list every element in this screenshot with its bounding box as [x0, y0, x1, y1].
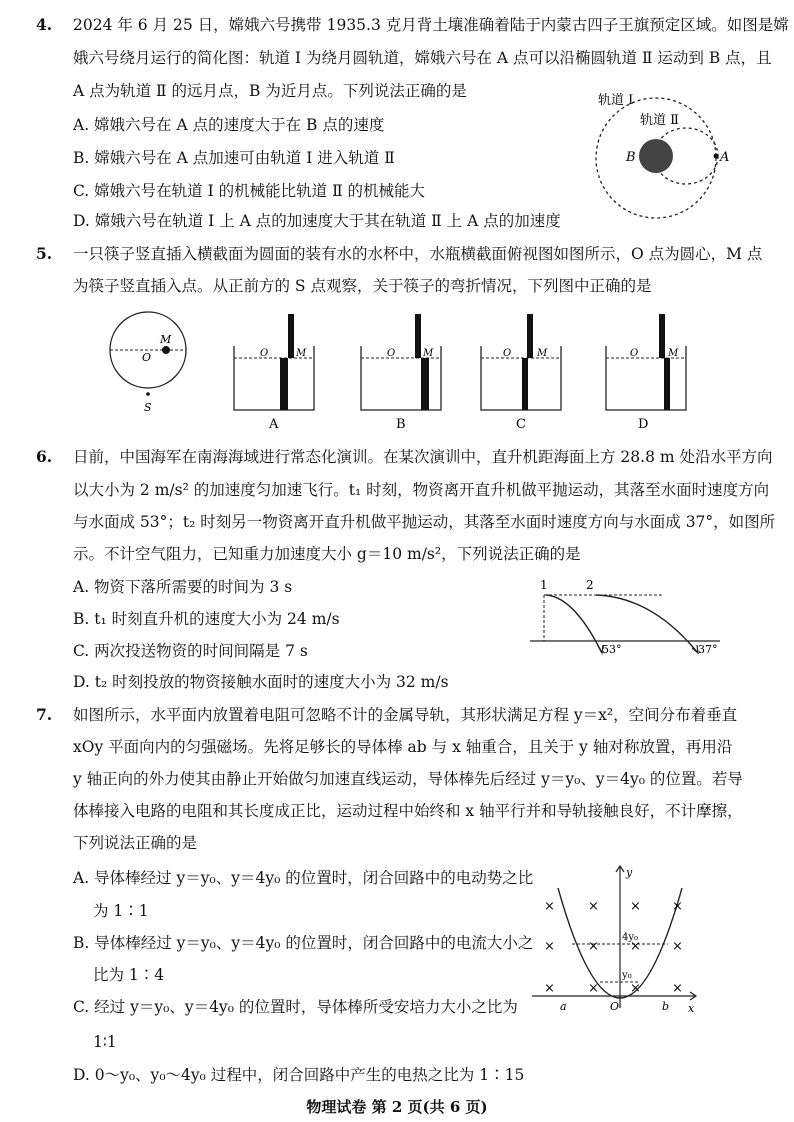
q6-stem-line-1: 日前，中国海军在南海海域进行常态化演训。在某次演训中，直升机距海面上方 28.8 m 处沿水平方向	[73, 448, 773, 466]
point-2-label: 2	[586, 578, 594, 592]
svg-text:M: M	[423, 348, 434, 359]
q4-option-c: C. 嫦娥六号在轨道 Ⅰ 的机械能比轨道 Ⅱ 的机械能大	[73, 182, 426, 200]
q4-number: 4.	[36, 15, 53, 34]
svg-text:×: ×	[588, 899, 599, 914]
svg-text:×: ×	[630, 899, 641, 914]
q5-top-view-figure	[100, 305, 200, 420]
q5-number: 5.	[36, 244, 53, 263]
q7-number: 7.	[36, 705, 53, 724]
svg-text:×: ×	[544, 899, 555, 914]
svg-text:M: M	[668, 348, 679, 359]
q7-stem-line-4: 体棒接入电路的电阻和其长度成正比，运动过程中始终和 x 轴平行并和导轨接触良好，不计摩擦，	[73, 802, 743, 820]
svg-text:O: O	[260, 348, 269, 359]
q7-stem-line-2: xOy 平面向内的匀强磁场。先将足够长的导体棒 ab 与 x 轴重合，且关于 y 轴对称放置，再用沿	[73, 738, 733, 756]
svg-text:M: M	[296, 348, 307, 359]
svg-text:×: ×	[672, 899, 683, 914]
origin-label: O	[610, 1000, 620, 1013]
q6-stem-line-4: 示。不计空气阻力，已知重力加速度大小 g＝10 m/s²，下列说法正确的是	[73, 545, 581, 563]
point-m-label: M	[160, 333, 172, 346]
svg-text:×: ×	[544, 939, 555, 954]
orbit-1-label: 轨道 Ⅰ	[598, 93, 634, 108]
q7-option-d: D. 0～y₀、y₀～4y₀ 过程中，闭合回路中产生的电热之比为 1∶15	[73, 1066, 525, 1084]
svg-text:×: ×	[630, 981, 641, 996]
point-a-label: A	[720, 150, 730, 165]
q6-stem-line-3: 与水面成 53°；t₂ 时刻另一物资离开直升机做平抛运动，其落至水面时速度方向与水面成 37°，如图所	[73, 513, 776, 531]
point-s-dot	[146, 392, 150, 396]
q5-choice-d-figure	[600, 312, 700, 432]
svg-text:O: O	[630, 348, 639, 359]
page-footer: 物理试卷 第 2 页(共 6 页)	[306, 1098, 488, 1116]
y0-label: y₀	[622, 970, 632, 981]
q6-option-c: C. 两次投送物资的时间间隔是 7 s	[73, 642, 308, 660]
svg-text:O: O	[387, 348, 396, 359]
svg-text:M: M	[537, 348, 548, 359]
q6-option-b: B. t₁ 时刻直升机的速度大小为 24 m/s	[73, 610, 340, 628]
svg-text:×: ×	[588, 981, 599, 996]
q5-choice-c-figure	[475, 312, 575, 432]
q7-stem-line-3: y 轴正向的外力使其由静止开始做匀加速直线运动，导体棒先后经过 y＝y₀、y＝4y₀ 的位置。若导	[73, 770, 743, 788]
choice-b-label: B	[396, 417, 406, 432]
svg-text:×: ×	[544, 981, 555, 996]
point-o-label: O	[142, 351, 152, 364]
svg-text:×: ×	[672, 939, 683, 954]
point-m-dot	[162, 346, 170, 354]
angle-53-label: 53°	[602, 643, 622, 656]
q5-stem-line-2: 为筷子竖直插入点。从正前方的 S 点观察，关于筷子的弯折情况，下列图中正确的是	[73, 277, 652, 295]
q4-stem-line-2: 娥六号绕月运行的简化图：轨道 Ⅰ 为绕月圆轨道，嫦娥六号在 A 点可以沿椭圆轨道 Ⅱ 运动到 B 点，且	[73, 49, 772, 67]
end-b-label: b	[662, 1000, 670, 1013]
q4-option-d: D. 嫦娥六号在轨道 Ⅰ 上 A 点的加速度大于其在轨道 Ⅱ 上 A 点的加速度	[73, 212, 561, 230]
trajectory-1	[546, 595, 602, 653]
svg-text:×: ×	[630, 939, 641, 954]
q6-option-a: A. 物资下落所需要的时间为 3 s	[73, 578, 293, 596]
y-axis-label: y	[626, 866, 633, 879]
q7-option-b-cont: 比为 1∶4	[93, 966, 165, 984]
q6-option-d: D. t₂ 时刻投放的物资接触水面时的速度大小为 32 m/s	[73, 673, 449, 691]
q7-stem-line-1: 如图所示，水平面内放置着电阻可忽略不计的金属导轨，其形状满足方程 y＝x²，空间分布着垂直	[73, 706, 738, 724]
x-axis-label: x	[688, 1002, 695, 1015]
q6-trajectory-figure	[530, 575, 725, 660]
choice-a-label: A	[269, 417, 279, 432]
choice-d-label: D	[638, 417, 649, 432]
q5-stem-line-1: 一只筷子竖直插入横截面为圆面的装有水的水杯中，水瓶横截面俯视图如图所示，O 点为圆心，M 点	[73, 245, 763, 263]
q7-option-c-cont: 1∶1	[93, 1033, 117, 1051]
q4-option-a: A. 嫦娥六号在 A 点的速度大于在 B 点的速度	[73, 116, 385, 134]
q7-rail-figure	[530, 858, 705, 1018]
q7-option-c: C. 经过 y＝y₀、y＝4y₀ 的位置时，导体棒所受安培力大小之比为	[73, 998, 518, 1016]
orbit-2-label: 轨道 Ⅱ	[640, 113, 679, 128]
q4-stem-line-3: A 点为轨道 Ⅱ 的远月点，B 为近月点。下列说法正确的是	[73, 82, 467, 100]
point-1-label: 1	[540, 578, 548, 592]
q4-orbit-figure	[590, 90, 740, 220]
point-s-label: S	[144, 401, 152, 414]
moon-icon	[639, 139, 673, 173]
angle-37-label: 37°	[698, 643, 718, 656]
point-b-label: B	[626, 150, 636, 165]
q6-stem-line-2: 以大小为 2 m/s² 的加速度匀加速飞行。t₁ 时刻，物资离开直升机做平抛运动，其落至水面时速度方向	[73, 481, 770, 499]
q7-option-a: A. 导体棒经过 y＝y₀、y＝4y₀ 的位置时，闭合回路中的电动势之比	[73, 869, 534, 887]
q7-option-a-cont: 为 1∶1	[93, 902, 149, 920]
svg-text:×: ×	[672, 981, 683, 996]
q4-option-b: B. 嫦娥六号在 A 点加速可由轨道 Ⅰ 进入轨道 Ⅱ	[73, 149, 395, 167]
point-a-dot	[714, 154, 719, 159]
end-a-label: a	[560, 1000, 567, 1013]
svg-text:O: O	[503, 348, 512, 359]
q5-choice-a-figure	[228, 312, 328, 432]
q7-option-b: B. 导体棒经过 y＝y₀、y＝4y₀ 的位置时，闭合回路中的电流大小之	[73, 934, 534, 952]
q7-stem-line-5: 下列说法正确的是	[73, 834, 198, 852]
choice-c-label: C	[516, 417, 526, 432]
svg-text:×: ×	[588, 939, 599, 954]
q5-choice-b-figure	[355, 312, 455, 432]
q4-stem-line-1: 2024 年 6 月 25 日，嫦娥六号携带 1935.3 克月背土壤准确着陆于内蒙古四子王旗预定区域。如图是嫦	[73, 16, 789, 34]
y4-label: 4y₀	[622, 932, 639, 943]
q6-number: 6.	[36, 447, 53, 466]
